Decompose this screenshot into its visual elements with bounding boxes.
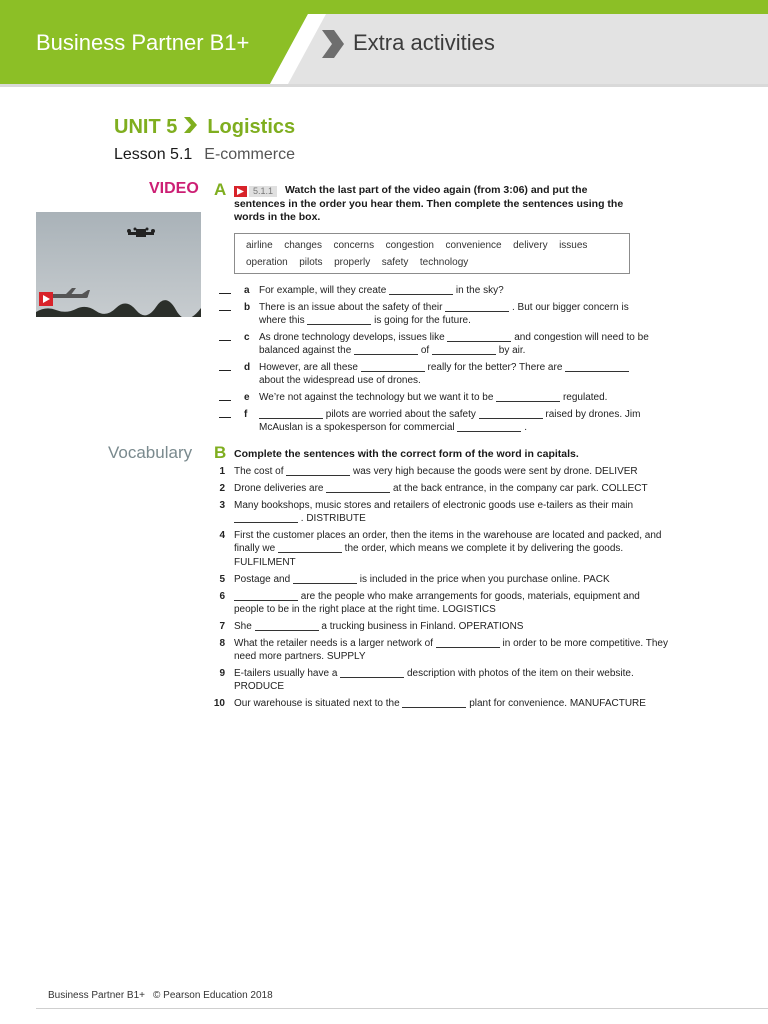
item-number: 10 [213, 698, 225, 710]
sentence-text: in the sky? [453, 285, 504, 296]
answer-gap[interactable] [354, 345, 418, 355]
word-box-item: safety [381, 257, 409, 268]
answer-gap[interactable] [432, 345, 496, 355]
answer-gap[interactable] [436, 638, 500, 648]
exercise-b-item [208, 465, 668, 478]
item-letter: c [244, 331, 250, 343]
word-box-row [246, 237, 629, 254]
item-letter: e [244, 391, 250, 403]
lesson-topic: E-commerce [204, 146, 295, 163]
video-code: 5.1.1 [249, 186, 277, 197]
order-number-gap[interactable] [219, 396, 231, 401]
order-number-gap[interactable] [219, 413, 231, 418]
drone-scene-image [36, 212, 201, 317]
exercise-b-item [208, 620, 668, 633]
word-box-item: concerns [333, 240, 375, 251]
word-box-row [246, 254, 629, 271]
sentence-text: She [234, 620, 255, 632]
sentence-text: about the widespread use of drones. [259, 375, 421, 386]
exercise-b-instruction: Complete the sentences with the correct form of the word in capitals. [234, 448, 579, 460]
item-letter: f [244, 408, 248, 420]
header-divider [0, 84, 768, 87]
sentence-text: of [418, 345, 432, 356]
instruction-text: Watch the last part of the video again (from 3:06) and put the sentences in the order you hear them. Then complete the sentences using the words in the box. [234, 184, 624, 223]
exercise-b-item [208, 499, 668, 525]
sentence-text: . DISTRIBUTE [298, 513, 366, 525]
sentence-text: Drone deliveries are [234, 483, 327, 494]
word-box-item: congestion [385, 240, 434, 251]
header-banner [0, 0, 768, 90]
sentence-text: regulated. [560, 391, 608, 403]
sentence-text: at the back entrance, in the company car park. COLLECT [390, 483, 648, 494]
exercise-a-item [216, 361, 656, 387]
exercise-a-item [216, 301, 656, 327]
item-number: 9 [219, 668, 225, 680]
answer-gap[interactable] [479, 409, 543, 419]
answer-gap[interactable] [326, 483, 390, 493]
sentence-text: by air. [495, 345, 526, 356]
item-number: 6 [219, 590, 225, 602]
word-box [234, 233, 630, 274]
sentence-text: As drone technology develops, issues like [259, 331, 448, 343]
sentence-text: First the customer places an order, then the items in the warehouse are located and packed, and finally we [234, 530, 662, 555]
sentence-text: Our warehouse is situated next to the [234, 698, 403, 710]
sentence-text: The cost of [234, 466, 287, 477]
word-box-item: issues [559, 240, 588, 251]
sentence-text: Many bookshops, music stores and retailers of electronic goods use e-tailers as their main [234, 500, 634, 511]
exercise-b-list [208, 465, 668, 714]
brand-title: Business Partner B1+ [36, 30, 250, 55]
unit-heading [114, 116, 295, 139]
lesson-label: Lesson 5.1 [114, 146, 193, 163]
answer-gap[interactable] [402, 698, 466, 708]
sentence-text: raised by drones. Jim McAuslan is a spokesperson for commercial [259, 408, 641, 433]
exercise-letter-a: A [214, 180, 227, 199]
sentence-text: What the retailer needs is a larger network of [234, 637, 436, 649]
unit-topic: Logistics [207, 116, 296, 138]
sentence-text: really for the better? There are [424, 361, 566, 373]
sentence-text: the order, which means we complete it by delivering the goods. FULFILMENT [234, 543, 624, 568]
sentence-text: is going for the future. [371, 315, 471, 326]
answer-gap[interactable] [361, 362, 425, 372]
item-letter: a [244, 285, 250, 296]
exercise-a-list [216, 284, 656, 438]
sentence-text: . [521, 421, 527, 433]
exercise-a-item [216, 284, 656, 297]
sentence-text: a trucking business in Finland. OPERATIONS [318, 620, 524, 632]
answer-gap[interactable] [234, 513, 298, 523]
exercise-b-item [208, 482, 668, 495]
order-number-gap[interactable] [219, 306, 231, 311]
answer-gap[interactable] [259, 409, 323, 419]
order-number-gap[interactable] [219, 289, 231, 294]
sentence-text: are the people who make arrangements for goods, materials, equipment and people to be in the right place at the right time. LOGISTICS [234, 590, 640, 615]
item-letter: b [244, 301, 251, 313]
exercise-b-item [208, 637, 668, 663]
exercise-b-item [208, 667, 668, 693]
answer-gap[interactable] [389, 285, 453, 295]
item-number: 4 [219, 530, 225, 542]
answer-gap[interactable] [286, 466, 350, 476]
sentence-text: Postage and [234, 573, 293, 585]
sentence-text: was very high because the goods were sent by drone. DELIVER [350, 466, 638, 477]
word-box-item: properly [334, 257, 371, 268]
sentence-text: . But our bigger concern is where this [259, 301, 629, 326]
sentence-text: in order to be more competitive. They need more partners. SUPPLY [234, 637, 668, 663]
word-box-item: operation [246, 257, 288, 268]
lesson-heading [114, 146, 295, 164]
answer-gap[interactable] [234, 591, 298, 601]
footer-brand: Business Partner B1+ [48, 990, 145, 1001]
exercise-a-instruction [234, 184, 634, 225]
word-box-item: convenience [445, 240, 502, 251]
item-number: 2 [219, 483, 225, 494]
sentence-text: pilots are worried about the safety [323, 408, 479, 420]
item-number: 8 [219, 637, 225, 649]
answer-gap[interactable] [447, 332, 511, 342]
section-title: Extra activities [353, 30, 495, 55]
word-box-item: airline [246, 240, 273, 251]
sentence-text: description with photos of the item on their website. PRODUCE [234, 668, 634, 693]
order-number-gap[interactable] [219, 336, 231, 341]
answer-gap[interactable] [307, 315, 371, 325]
exercise-letter-b: B [214, 443, 227, 462]
exercise-b-item [208, 590, 668, 616]
answer-gap[interactable] [496, 392, 560, 402]
sentence-text: We’re not against the technology but we want it to be [259, 391, 497, 403]
order-number-gap[interactable] [219, 366, 231, 371]
answer-gap[interactable] [278, 543, 342, 553]
footer-copyright: © Pearson Education 2018 [153, 990, 273, 1001]
item-number: 1 [219, 466, 225, 477]
video-thumbnail[interactable] [36, 212, 201, 317]
unit-label: UNIT 5 [114, 116, 178, 138]
chevron-right-icon [183, 116, 197, 139]
answer-gap[interactable] [340, 668, 404, 678]
exercise-a-item [216, 391, 656, 404]
sentence-text: E-tailers usually have a [234, 668, 341, 680]
play-icon[interactable] [39, 292, 53, 306]
sentence-text: is included in the price when you purchase online. PACK [356, 573, 610, 585]
sentence-text: However, are all these [259, 361, 361, 373]
exercise-a-item [216, 331, 656, 357]
page-footer [48, 990, 281, 1001]
answer-gap[interactable] [445, 302, 509, 312]
exercise-b-item [208, 573, 668, 586]
word-box-item: delivery [513, 240, 548, 251]
footer-divider [36, 1008, 768, 1009]
item-number: 5 [219, 573, 225, 585]
exercise-b-item [208, 529, 668, 569]
item-number: 7 [219, 620, 225, 632]
video-section-label: VIDEO [149, 180, 199, 197]
answer-gap[interactable] [293, 574, 357, 584]
sentence-text: and congestion will need to be balanced against the [259, 331, 649, 356]
item-letter: d [244, 361, 251, 373]
exercise-a-item [216, 408, 656, 434]
item-number: 3 [219, 500, 225, 511]
exercise-b-item [208, 697, 668, 710]
word-box-item: technology [419, 257, 469, 268]
word-box-item: pilots [299, 257, 323, 268]
word-box-item: changes [284, 240, 322, 251]
vocabulary-section-label: Vocabulary [108, 443, 193, 462]
video-reference[interactable] [234, 186, 277, 197]
sentence-text: For example, will they create [259, 285, 390, 296]
sentence-text: plant for convenience. MANUFACTURE [466, 698, 646, 710]
answer-gap[interactable] [457, 422, 521, 432]
sentence-text: There is an issue about the safety of their [259, 301, 446, 313]
answer-gap[interactable] [565, 362, 629, 372]
video-play-icon [234, 186, 247, 197]
answer-gap[interactable] [255, 621, 319, 631]
